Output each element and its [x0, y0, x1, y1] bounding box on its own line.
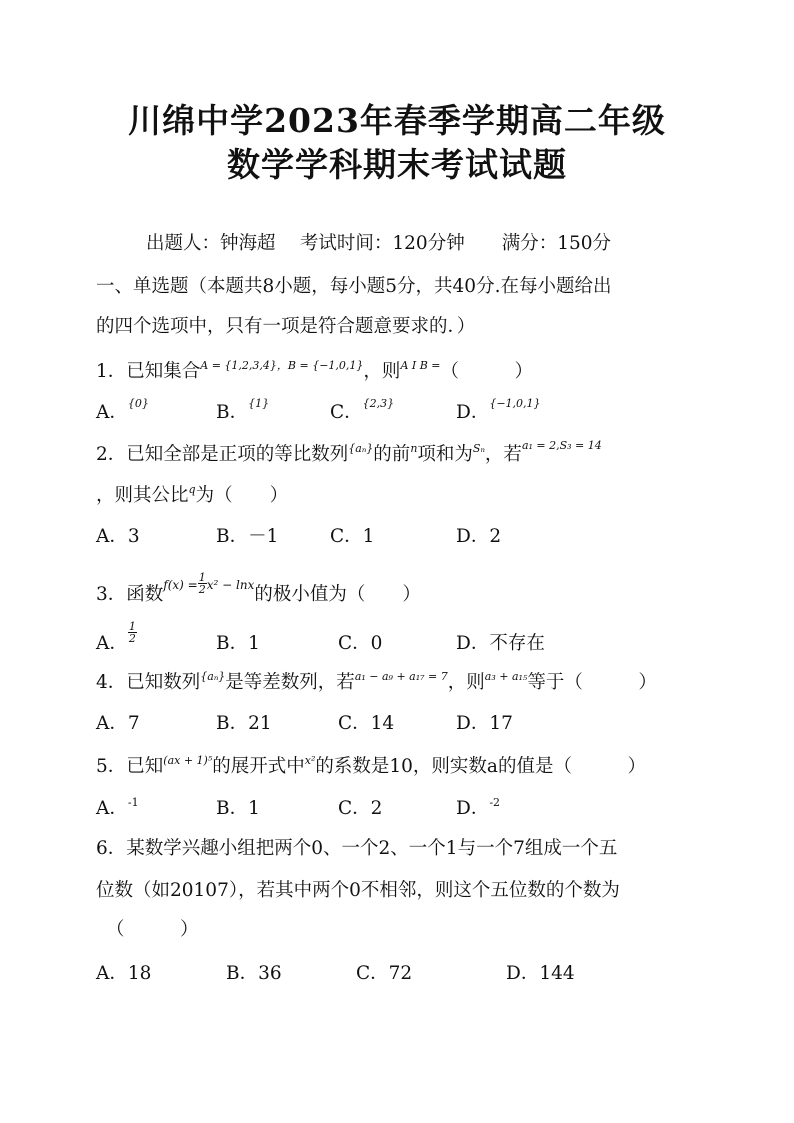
q5-text-3: 的系数是10，则实数a的值是（ ） [315, 756, 646, 777]
q5-option-c: C．2 [338, 798, 383, 819]
q3-option-b: B．1 [216, 633, 260, 654]
q2-option-c: C．1 [330, 526, 375, 547]
q5-option-d-math: -2 [489, 796, 501, 809]
q1-option-c [330, 398, 394, 424]
question-2 [96, 440, 602, 466]
q4-option-d: D．17 [456, 713, 513, 734]
q4-option-b: B．21 [216, 713, 272, 734]
q1-text-1: 1．已知集合 [96, 361, 201, 382]
q3-text-1: 3．函数 [96, 584, 164, 605]
q2-text-3: 项和为 [417, 444, 473, 465]
q5-option-d-label: D． [456, 798, 490, 819]
section-heading-2: 的四个选项中，只有一项是符合题意要求的．） [96, 316, 476, 337]
q4-text-3: ，则 [447, 672, 485, 693]
q2-option-d: D．2 [456, 526, 502, 547]
q2-formula-sn: Sₙ [472, 442, 485, 455]
q5-formula-x2: x² [304, 754, 316, 767]
exam-title-line1: 川绵中学2023年春季学期高二年级 [128, 101, 666, 140]
q4-formula-sequence: {aₙ} [200, 670, 226, 683]
q4-formula-condition: a₁ − a₉ + a₁₇ = 7 [354, 670, 448, 683]
q5-text-1: 5．已知 [96, 756, 164, 777]
q1-option-d [456, 398, 541, 424]
q4-formula-sum: a₃ + a₁₅ [484, 670, 528, 683]
q2-text-4: ，若 [484, 444, 522, 465]
q2-text-1: 2．已知全部是正项的等比数列 [96, 444, 349, 465]
q1-option-a-math: {0} [127, 397, 149, 410]
q1-text-3: （ ） [440, 361, 534, 382]
q3-option-d: D．不存在 [456, 633, 545, 654]
question-6-line1: 6．某数学兴趣小组把两个0、一个2、一个1与一个7组成一个五 [96, 838, 618, 859]
q1-option-a [96, 398, 149, 424]
q3-fraction-numerator: 1 [198, 570, 206, 584]
q1-option-a-label: A． [96, 402, 128, 423]
q2-formula-condition: a₁ = 2,S₃ = 14 [521, 439, 602, 452]
q6-option-d: D．144 [506, 963, 575, 984]
q3-option-a-denominator: 2 [128, 631, 136, 645]
q4-option-c: C．14 [338, 713, 395, 734]
q3-formula-fraction [198, 572, 207, 595]
q2-option-a: A．3 [96, 526, 140, 547]
q3-text-2: 的极小值为（ ） [254, 584, 421, 605]
q1-option-b-label: B． [216, 402, 249, 423]
q6-option-c: C．72 [356, 963, 413, 984]
q4-text-1: 4．已知数列 [96, 672, 201, 693]
q5-option-d [456, 794, 500, 820]
q4-text-2: 是等差数列，若 [225, 672, 355, 693]
q1-option-b [216, 398, 269, 424]
q4-text-4: 等于（ ） [527, 672, 657, 693]
q1-formula-sets: A = {1,2,3,4}，B = {−1,0,1} [200, 359, 364, 372]
q1-text-2: ，则 [363, 361, 401, 382]
q5-option-a-math: -1 [127, 796, 139, 809]
q3-option-a-label: A． [96, 633, 128, 654]
q4-option-a: A．7 [96, 713, 140, 734]
q6-option-a: A．18 [96, 963, 152, 984]
q1-option-d-label: D． [456, 402, 490, 423]
q1-option-c-math: {2,3} [362, 397, 395, 410]
question-2-cont [96, 481, 288, 507]
exam-title-line2: 数学学科期末考试试题 [227, 145, 567, 184]
question-5 [96, 752, 646, 778]
question-4 [96, 668, 657, 694]
q3-option-c: C．0 [338, 633, 383, 654]
q2-formula-q: q [188, 483, 196, 496]
q3-option-a-numerator: 1 [128, 619, 136, 633]
q1-option-b-math: {1} [248, 397, 270, 410]
q5-option-a-label: A． [96, 798, 128, 819]
question-6-line2: 位数（如20107），若其中两个0不相邻，则这个五位数的个数为 [96, 880, 620, 901]
q2-text-5: ，则其公比 [96, 485, 189, 506]
q1-option-c-label: C． [330, 402, 363, 423]
q2-formula-n: n [410, 442, 418, 455]
q3-fraction-denominator: 2 [198, 582, 206, 596]
q3-formula-rest: x² − lnx [206, 578, 255, 592]
q3-option-a-fraction [128, 621, 137, 644]
q2-text-6: 为（ ） [195, 485, 289, 506]
q2-text-2: 的前 [373, 444, 411, 465]
q1-formula-intersection: A I B = [400, 359, 441, 372]
q5-option-b: B．1 [216, 798, 260, 819]
q5-option-a [96, 794, 139, 820]
q6-option-b: B．36 [226, 963, 282, 984]
q5-text-2: 的展开式中 [212, 756, 305, 777]
q2-option-b: B．－1 [216, 526, 279, 547]
q1-option-d-math: {−1,0,1} [489, 397, 541, 410]
question-6-line3: （ ） [106, 919, 199, 940]
q2-formula-sequence: {aₙ} [348, 442, 374, 455]
q3-formula-f: f(x) = [163, 578, 198, 592]
q3-option-a [96, 619, 137, 656]
q5-formula-binomial: (ax + 1)⁵ [163, 754, 213, 767]
exam-info: 出题人：钟海超 考试时间：120分钟 满分：150分 [146, 233, 612, 254]
section-heading-1: 一、单选题（本题共8小题，每小题5分，共40分.在每小题给出 [96, 276, 612, 297]
question-1 [96, 357, 533, 383]
question-3 [96, 570, 421, 607]
